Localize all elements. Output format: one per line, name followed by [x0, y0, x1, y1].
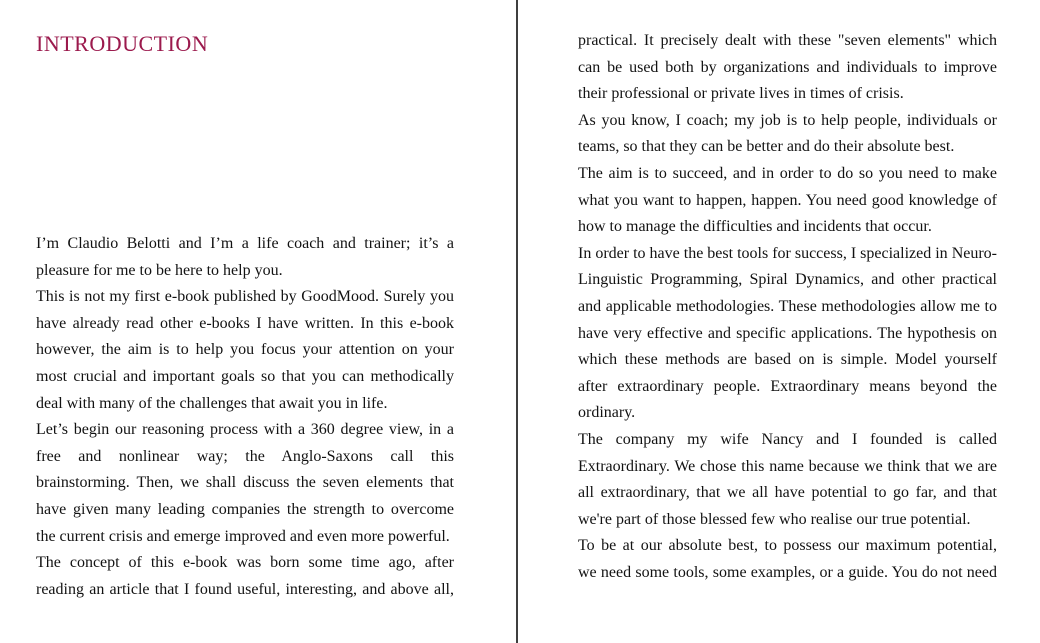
text-line: teams, so that they can be better and do their absolute best.: [578, 138, 955, 156]
text-line: deal with many of the challenges that await you in life.: [36, 394, 388, 412]
text-line: The aim is to succeed, and in order to do so you need to make: [578, 164, 997, 182]
text-line: Extraordinary. We chose this name because we think that we are: [578, 457, 997, 475]
text-line: have given many leading companies the strength to overcome: [36, 500, 454, 518]
text-line: I’m Claudio Belotti and I’m a life coach and trainer; it’s a: [36, 235, 454, 252]
text-line: after extraordinary people. Extraordinary means beyond the: [578, 377, 997, 395]
text-line: most crucial and important goals so that you can methodically: [36, 367, 454, 385]
text-line: how to manage the difficulties and incidents that occur.: [578, 218, 932, 236]
paragraph: [578, 28, 997, 108]
paragraph: [36, 550, 454, 603]
text-line: we're part of those blessed few who realise our true potential.: [578, 510, 971, 528]
left-page: [0, 0, 516, 643]
right-page-text: [578, 28, 997, 586]
text-line: free and nonlinear way; the Anglo-Saxons call this: [36, 447, 454, 465]
text-line: The concept of this e-book was born some time ago, after: [36, 554, 454, 572]
text-line: To be at our absolute best, to possess our maximum potential,: [578, 537, 997, 555]
text-line: Let’s begin our reasoning process with a 360 degree view, in a: [36, 421, 454, 439]
paragraph: [36, 284, 454, 417]
text-line: pleasure for me to be here to help you.: [36, 261, 283, 279]
text-line: reading an article that I found useful, interesting, and above all,: [36, 580, 454, 598]
paragraph: [578, 108, 997, 161]
text-line: Linguistic Programming, Spiral Dynamics, and other practical: [578, 271, 997, 289]
text-line: ordinary.: [578, 404, 636, 422]
text-line: their professional or private lives in times of crisis.: [578, 85, 904, 103]
text-line: we need some tools, some examples, or a guide. You do not need: [578, 563, 997, 581]
paragraph: [578, 427, 997, 533]
text-line: have already read other e-books I have written. In this e-book: [36, 314, 454, 332]
paragraph: [36, 417, 454, 550]
left-page-text: [36, 231, 454, 603]
right-page: [518, 0, 1040, 643]
text-line: This is not my first e-book published by GoodMood. Surely you: [36, 288, 454, 306]
paragraph: [578, 533, 997, 586]
text-line: which these methods are based on is simple. Model yourself: [578, 351, 997, 369]
text-line: In order to have the best tools for success, I specialized in Neuro-: [578, 244, 997, 262]
text-line: the current crisis and emerge improved and even more powerful.: [36, 527, 450, 545]
text-line: practical. It precisely dealt with these "seven elements" which: [578, 32, 997, 49]
text-line: brainstorming. Then, we shall discuss the seven elements that: [36, 474, 454, 492]
text-line: what you want to happen, happen. You need good knowledge of: [578, 191, 997, 209]
text-line: As you know, I coach; my job is to help people, individuals or: [578, 111, 997, 129]
text-line: however, the aim is to help you focus your attention on your: [36, 341, 454, 359]
text-line: and applicable methodologies. These methodologies allow me to: [578, 297, 997, 315]
text-line: have very effective and specific applications. The hypothesis on: [578, 324, 997, 342]
text-line: all extraordinary, that we all have potential to go far, and that: [578, 484, 997, 502]
text-line: The company my wife Nancy and I founded is called: [578, 430, 997, 448]
text-line: can be used both by organizations and individuals to improve: [578, 58, 997, 76]
paragraph: [578, 241, 997, 427]
paragraph: [578, 161, 997, 241]
chapter-heading: INTRODUCTION: [36, 31, 209, 56]
paragraph: [36, 231, 454, 284]
